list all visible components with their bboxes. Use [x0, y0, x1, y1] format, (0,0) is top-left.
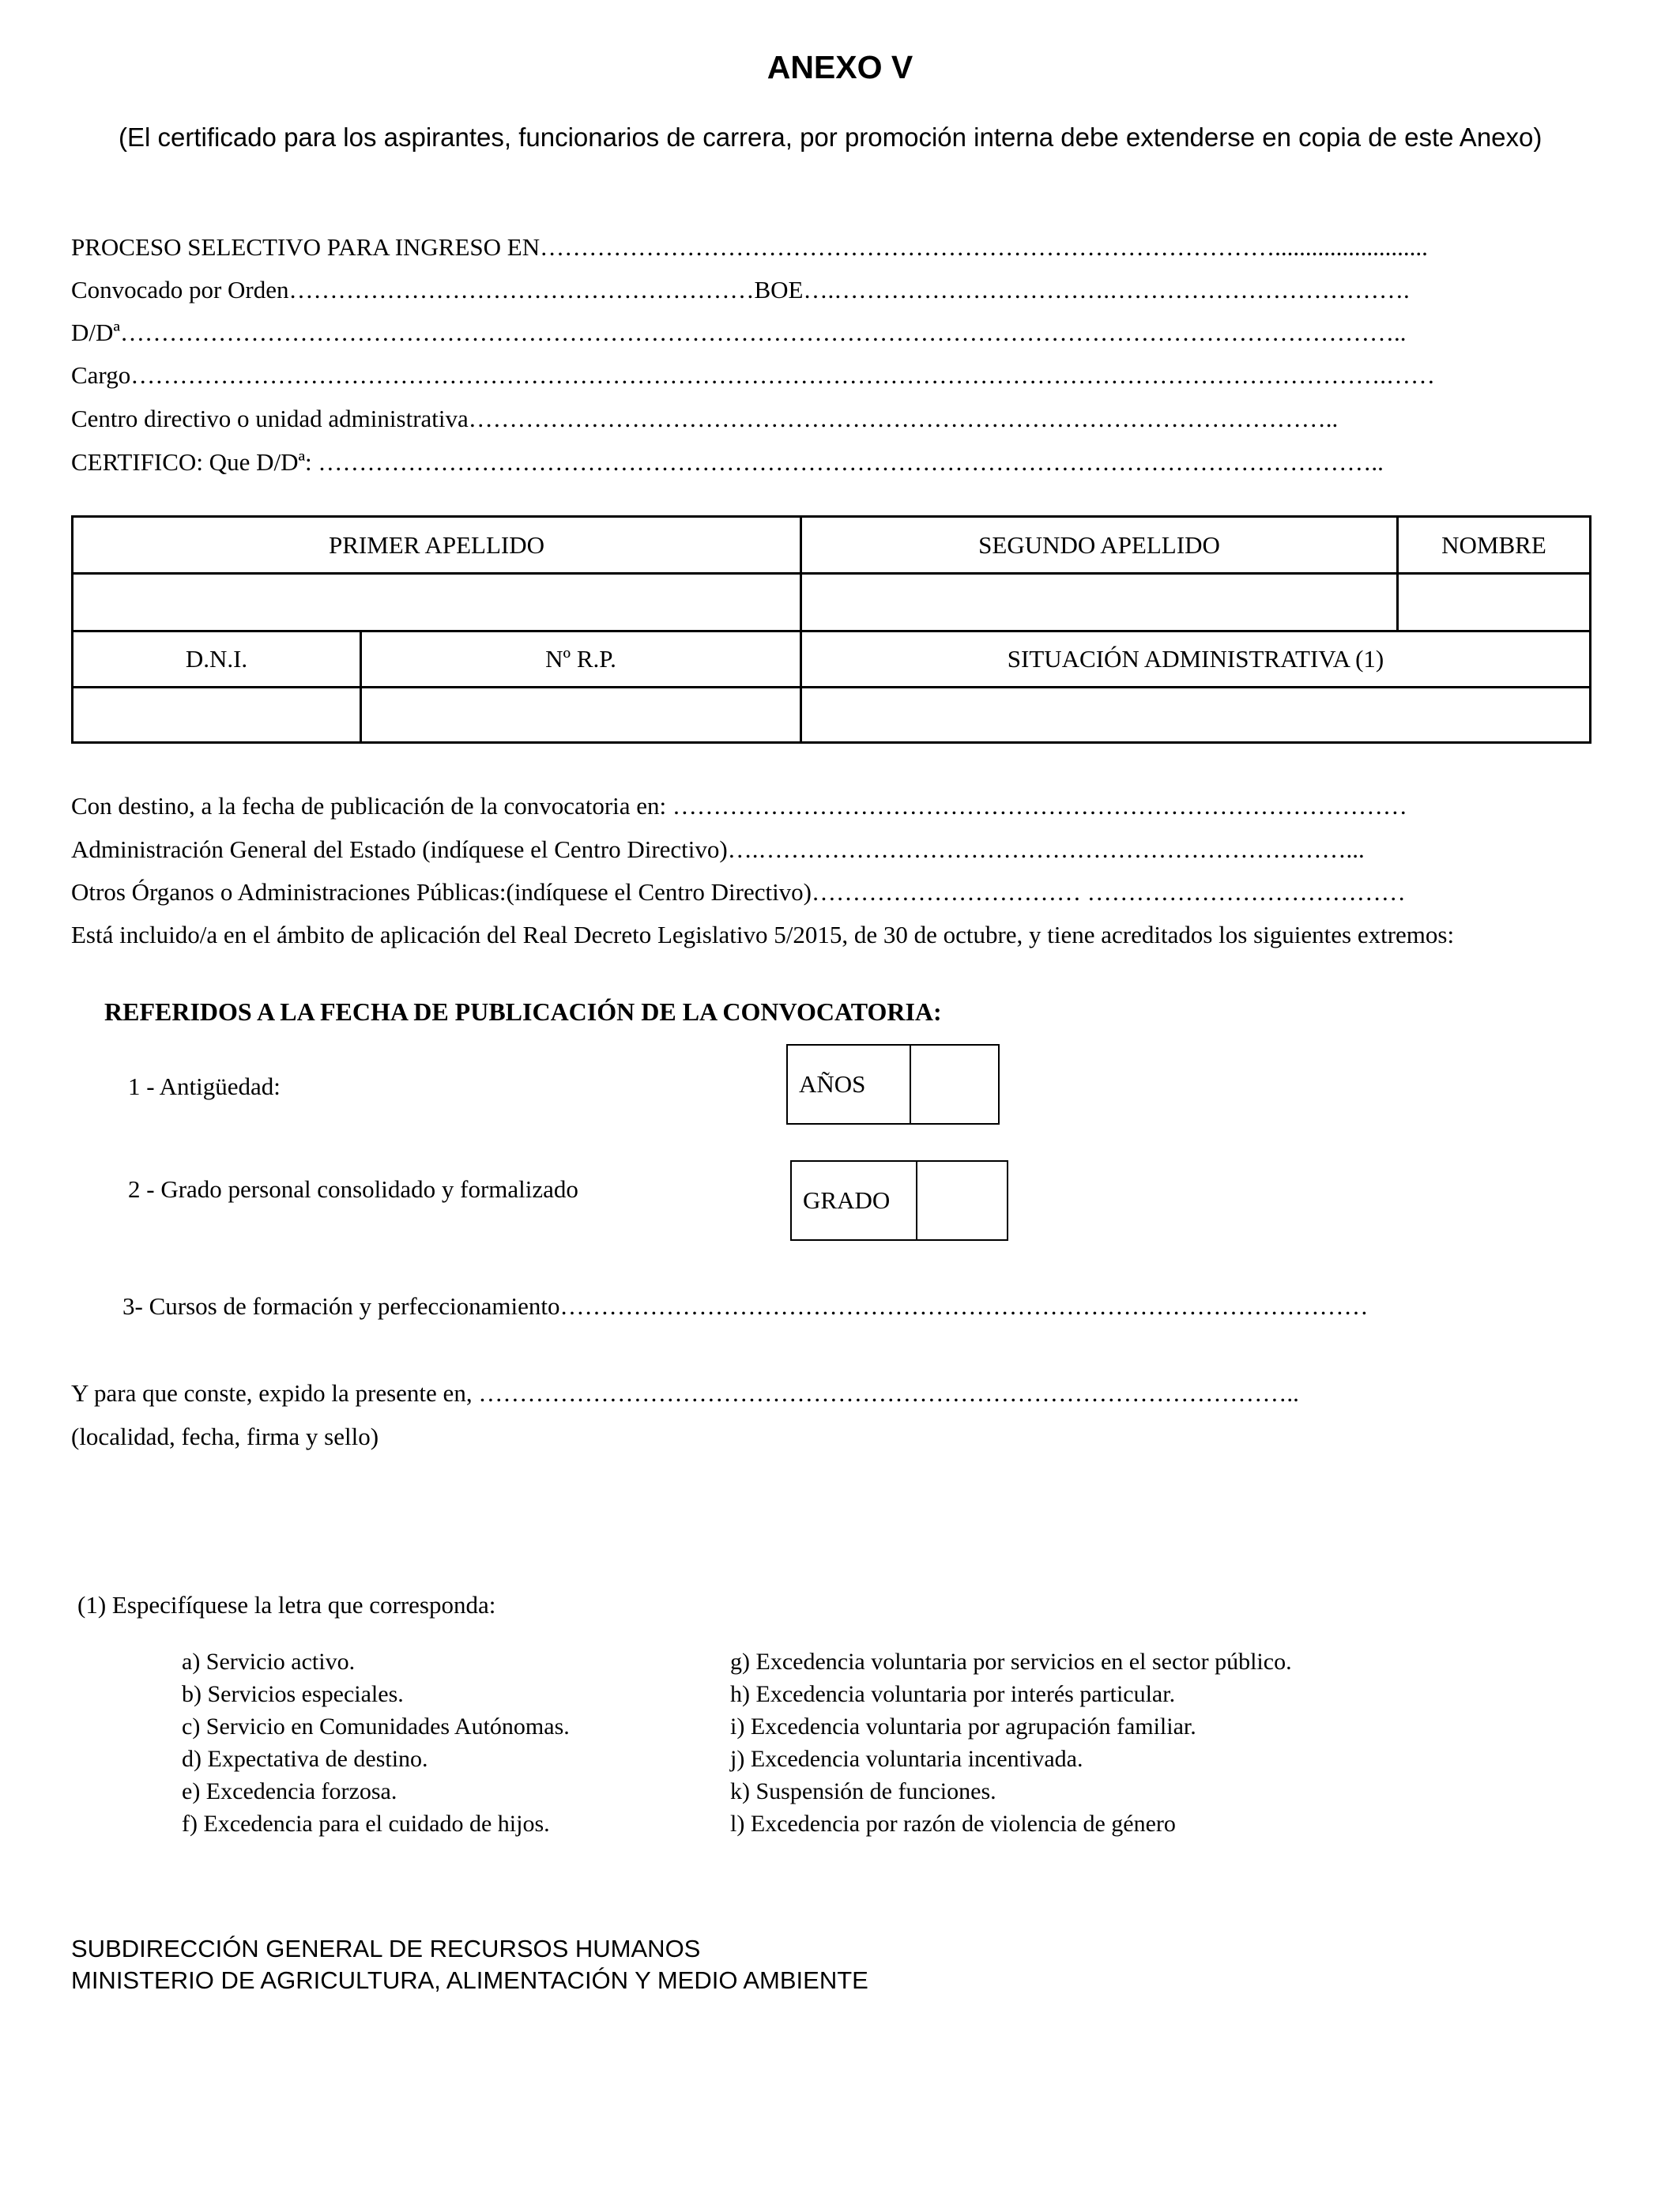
expido-note: (localidad, fecha, firma y sello)	[71, 1423, 379, 1450]
legend-item: b) Servicios especiales.	[182, 1681, 404, 1707]
legend-item: k) Suspensión de funciones.	[730, 1778, 996, 1804]
field-con-destino[interactable]: Con destino, a la fecha de publicación de la convocatoria en: ………………………………………………………………………………	[71, 792, 1407, 820]
grado-label-text: 2 - Grado personal consolidado y formalizado	[128, 1175, 578, 1203]
legend-item: d) Expectativa de destino.	[182, 1746, 428, 1772]
legend-item: c) Servicio en Comunidades Autónomas.	[182, 1713, 570, 1740]
cell-nrp[interactable]	[361, 688, 801, 743]
grado-input[interactable]	[917, 1162, 1007, 1239]
legend-title: (1) Especifíquese la letra que corresponda:	[77, 1591, 496, 1619]
field-administracion-general[interactable]: Administración General del Estado (indíquese el Centro Directivo)….………………………………………………………………...	[71, 835, 1365, 863]
field-expido[interactable]: Y para que conste, expido la presente en, ………………………………………………………………………………………..	[71, 1379, 1299, 1407]
page-title: ANEXO V	[767, 49, 913, 85]
cell-dni[interactable]	[73, 688, 361, 743]
identity-table-bottom	[71, 630, 1591, 744]
field-certifico[interactable]: CERTIFICO: Que D/Dª: …………………………………………………………………………………………………………………..	[71, 448, 1384, 476]
anos-label: AÑOS	[788, 1046, 911, 1123]
legend-item: h) Excedencia voluntaria por interés particular.	[730, 1681, 1176, 1707]
legend-right-list	[730, 1646, 1292, 1840]
legend-item: f) Excedencia para el cuidado de hijos.	[182, 1811, 550, 1837]
legend-item: e) Excedencia forzosa.	[182, 1778, 397, 1804]
cell-nombre[interactable]	[1398, 574, 1591, 631]
field-convocado-orden[interactable]: Convocado por Orden…………………………………………………BOE….…………………………….……………………………….	[71, 276, 1410, 303]
anos-input[interactable]	[911, 1046, 998, 1123]
field-proceso-selectivo[interactable]: PROCESO SELECTIVO PARA INGRESO EN……………………………………………………………………………….........................	[71, 233, 1428, 261]
legend-item: g) Excedencia voluntaria por servicios en el sector público.	[730, 1649, 1292, 1675]
footer-ministerio: MINISTERIO DE AGRICULTURA, ALIMENTACIÓN Y MEDIO AMBIENTE	[71, 1966, 868, 1994]
anos-box	[786, 1044, 1000, 1125]
field-otros-organos[interactable]: Otros Órganos o Administraciones Públicas:(indíquese el Centro Directivo)…………………………… …………………………………	[71, 878, 1406, 906]
header-segundo-apellido: SEGUNDO APELLIDO	[801, 517, 1398, 574]
footer-subdireccion: SUBDIRECCIÓN GENERAL DE RECURSOS HUMANOS	[71, 1935, 701, 1962]
header-primer-apellido: PRIMER APELLIDO	[73, 517, 801, 574]
field-cargo[interactable]: Cargo……………………………………………………………………………………………………………………………………….……	[71, 361, 1435, 389]
header-situacion-administrativa: SITUACIÓN ADMINISTRATIVA (1)	[801, 631, 1591, 688]
legend-item: l) Excedencia por razón de violencia de género	[730, 1811, 1176, 1837]
field-centro-directivo[interactable]: Centro directivo o unidad administrativa……………………………………………………………………………………………..	[71, 405, 1339, 432]
header-nombre: NOMBRE	[1398, 517, 1591, 574]
header-nrp: Nº R.P.	[361, 631, 801, 688]
legend-item: i) Excedencia voluntaria por agrupación familiar.	[730, 1713, 1196, 1740]
field-dd[interactable]: D/Dª…………………………………………………………………………………………………………………………………………..	[71, 319, 1407, 346]
incluido-text: Está incluido/a en el ámbito de aplicación del Real Decreto Legislativo 5/2015, de 30 de octubre, y tiene acreditados los siguientes extremos:	[71, 921, 1455, 948]
antiguedad-label: 1 - Antigüedad:	[128, 1072, 281, 1100]
legend-item: j) Excedencia voluntaria incentivada.	[730, 1746, 1083, 1772]
legend-item: a) Servicio activo.	[182, 1649, 356, 1675]
grado-label: GRADO	[792, 1162, 917, 1239]
identity-table-top	[71, 515, 1591, 632]
legend-left-list	[182, 1646, 570, 1840]
field-cursos[interactable]: 3- Cursos de formación y perfeccionamiento………………………………………………………………………………………	[122, 1292, 1369, 1320]
grado-box	[790, 1160, 1008, 1241]
cell-situacion-administrativa[interactable]	[801, 688, 1591, 743]
page-subtitle: (El certificado para los aspirantes, funcionarios de carrera, por promoción interna debe extenderse en copia de este Anexo)	[119, 123, 1543, 152]
header-dni: D.N.I.	[73, 631, 361, 688]
cell-primer-apellido[interactable]	[73, 574, 801, 631]
referidos-heading: REFERIDOS A LA FECHA DE PUBLICACIÓN DE LA CONVOCATORIA:	[104, 997, 942, 1026]
cell-segundo-apellido[interactable]	[801, 574, 1398, 631]
